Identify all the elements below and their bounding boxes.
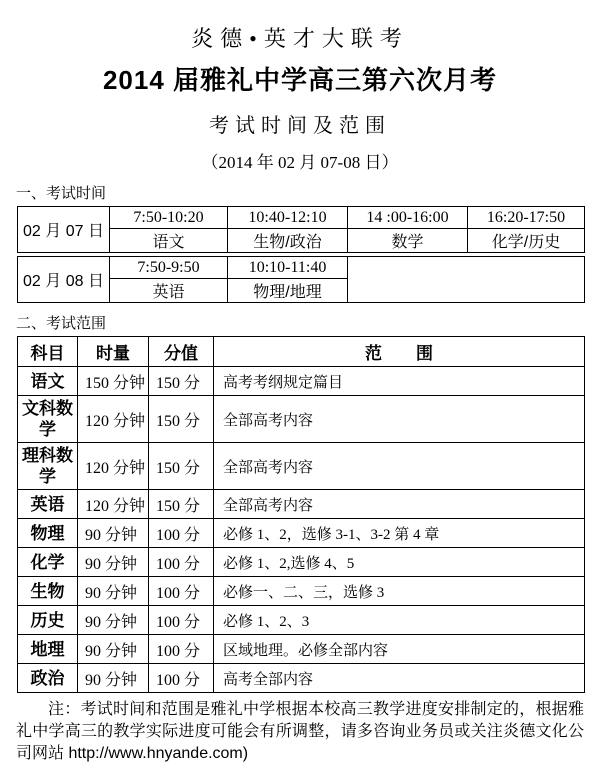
scope-cell: 必修 1、2,选修 4、5 <box>214 548 585 577</box>
section-1-label: 一、考试时间 <box>16 185 107 202</box>
time-cell: 16:20-17:50 <box>468 207 585 229</box>
subject-cell: 物理 <box>18 519 78 548</box>
time-cell: 10:40-12:10 <box>228 207 348 229</box>
subject-cell: 生物/政治 <box>228 229 348 253</box>
scope-cell: 全部高考内容 <box>214 443 585 490</box>
subject-cell: 化学/历史 <box>468 229 585 253</box>
empty-cell <box>348 257 585 303</box>
page-title-main: 2014 届雅礼中学高三第六次月考 <box>102 65 498 95</box>
score-cell: 100 分 <box>149 606 214 635</box>
duration-cell: 90 分钟 <box>78 577 149 606</box>
duration-cell: 90 分钟 <box>78 664 149 693</box>
subject-cell: 英语 <box>18 490 78 519</box>
footnote: 注：考试时间和范围是雅礼中学根据本校高三教学进度安排制定的，根据雅礼中学高三的教学实际进度可能会有所调整，请多咨询业务员或关注炎德文化公司网站 http://www.hnyande.com) <box>16 701 584 762</box>
subject-cell: 生物 <box>18 577 78 606</box>
table-row <box>18 606 585 635</box>
score-cell: 100 分 <box>149 664 214 693</box>
subject-cell: 语文 <box>110 229 228 253</box>
score-cell: 150 分 <box>149 490 214 519</box>
subject-cell: 文科数学 <box>18 396 78 443</box>
duration-cell: 120 分钟 <box>78 396 149 443</box>
date-cell: 02 月 08 日 <box>18 257 110 303</box>
table-row <box>18 396 585 443</box>
subject-cell: 化学 <box>18 548 78 577</box>
header-row <box>18 337 585 367</box>
scope-cell: 必修 1、2，选修 3-1、3-2 第 4 章 <box>214 519 585 548</box>
table-row <box>18 443 585 490</box>
score-cell: 100 分 <box>149 519 214 548</box>
subject-cell: 数学 <box>348 229 468 253</box>
duration-cell: 90 分钟 <box>78 548 149 577</box>
scope-cell: 必修一、二、三，选修 3 <box>214 577 585 606</box>
duration-cell: 90 分钟 <box>78 606 149 635</box>
time-cell: 10:10-11:40 <box>228 257 348 279</box>
scope-cell: 全部高考内容 <box>214 396 585 443</box>
subject-cell: 物理/地理 <box>228 279 348 303</box>
table-row <box>18 519 585 548</box>
scope-cell: 区域地理。必修全部内容 <box>214 635 585 664</box>
subject-cell: 语文 <box>18 367 78 396</box>
time-cell: 14 :00-16:00 <box>348 207 468 229</box>
score-cell: 150 分 <box>149 443 214 490</box>
duration-cell: 90 分钟 <box>78 635 149 664</box>
header-cell-duration: 时量 <box>78 337 149 367</box>
page-title-brand: 炎德•英才大联考 <box>191 26 409 51</box>
duration-cell: 150 分钟 <box>78 367 149 396</box>
date-cell: 02 月 07 日 <box>18 207 110 253</box>
time-cell: 7:50-10:20 <box>110 207 228 229</box>
duration-cell: 120 分钟 <box>78 443 149 490</box>
subject-cell: 地理 <box>18 635 78 664</box>
scope-cell: 必修 1、2、3 <box>214 606 585 635</box>
subject-cell: 理科数学 <box>18 443 78 490</box>
subject-cell: 英语 <box>110 279 228 303</box>
time-cell: 7:50-9:50 <box>110 257 228 279</box>
scope-cell: 高考全部内容 <box>214 664 585 693</box>
table-row <box>18 664 585 693</box>
page-title-date: （2014 年 02 月 07-08 日） <box>201 153 399 172</box>
header-cell-scope: 范 围 <box>214 337 585 367</box>
exam-time-table-day1 <box>17 206 585 253</box>
exam-scope-table <box>17 336 585 693</box>
section-2-label: 二、考试范围 <box>16 315 107 332</box>
exam-time-table-day2 <box>17 256 585 303</box>
page-title-sub: 考试时间及范围 <box>209 115 391 137</box>
header-cell-subject: 科目 <box>18 337 78 367</box>
subject-cell: 政治 <box>18 664 78 693</box>
score-cell: 100 分 <box>149 548 214 577</box>
table-row <box>18 490 585 519</box>
table-row <box>18 577 585 606</box>
score-cell: 150 分 <box>149 367 214 396</box>
subject-cell: 历史 <box>18 606 78 635</box>
score-cell: 100 分 <box>149 577 214 606</box>
table-row <box>18 367 585 396</box>
header-cell-score: 分值 <box>149 337 214 367</box>
scope-cell: 全部高考内容 <box>214 490 585 519</box>
scope-cell: 高考考纲规定篇目 <box>214 367 585 396</box>
score-cell: 150 分 <box>149 396 214 443</box>
score-cell: 100 分 <box>149 635 214 664</box>
duration-cell: 120 分钟 <box>78 490 149 519</box>
table-row <box>18 548 585 577</box>
duration-cell: 90 分钟 <box>78 519 149 548</box>
table-row <box>18 635 585 664</box>
